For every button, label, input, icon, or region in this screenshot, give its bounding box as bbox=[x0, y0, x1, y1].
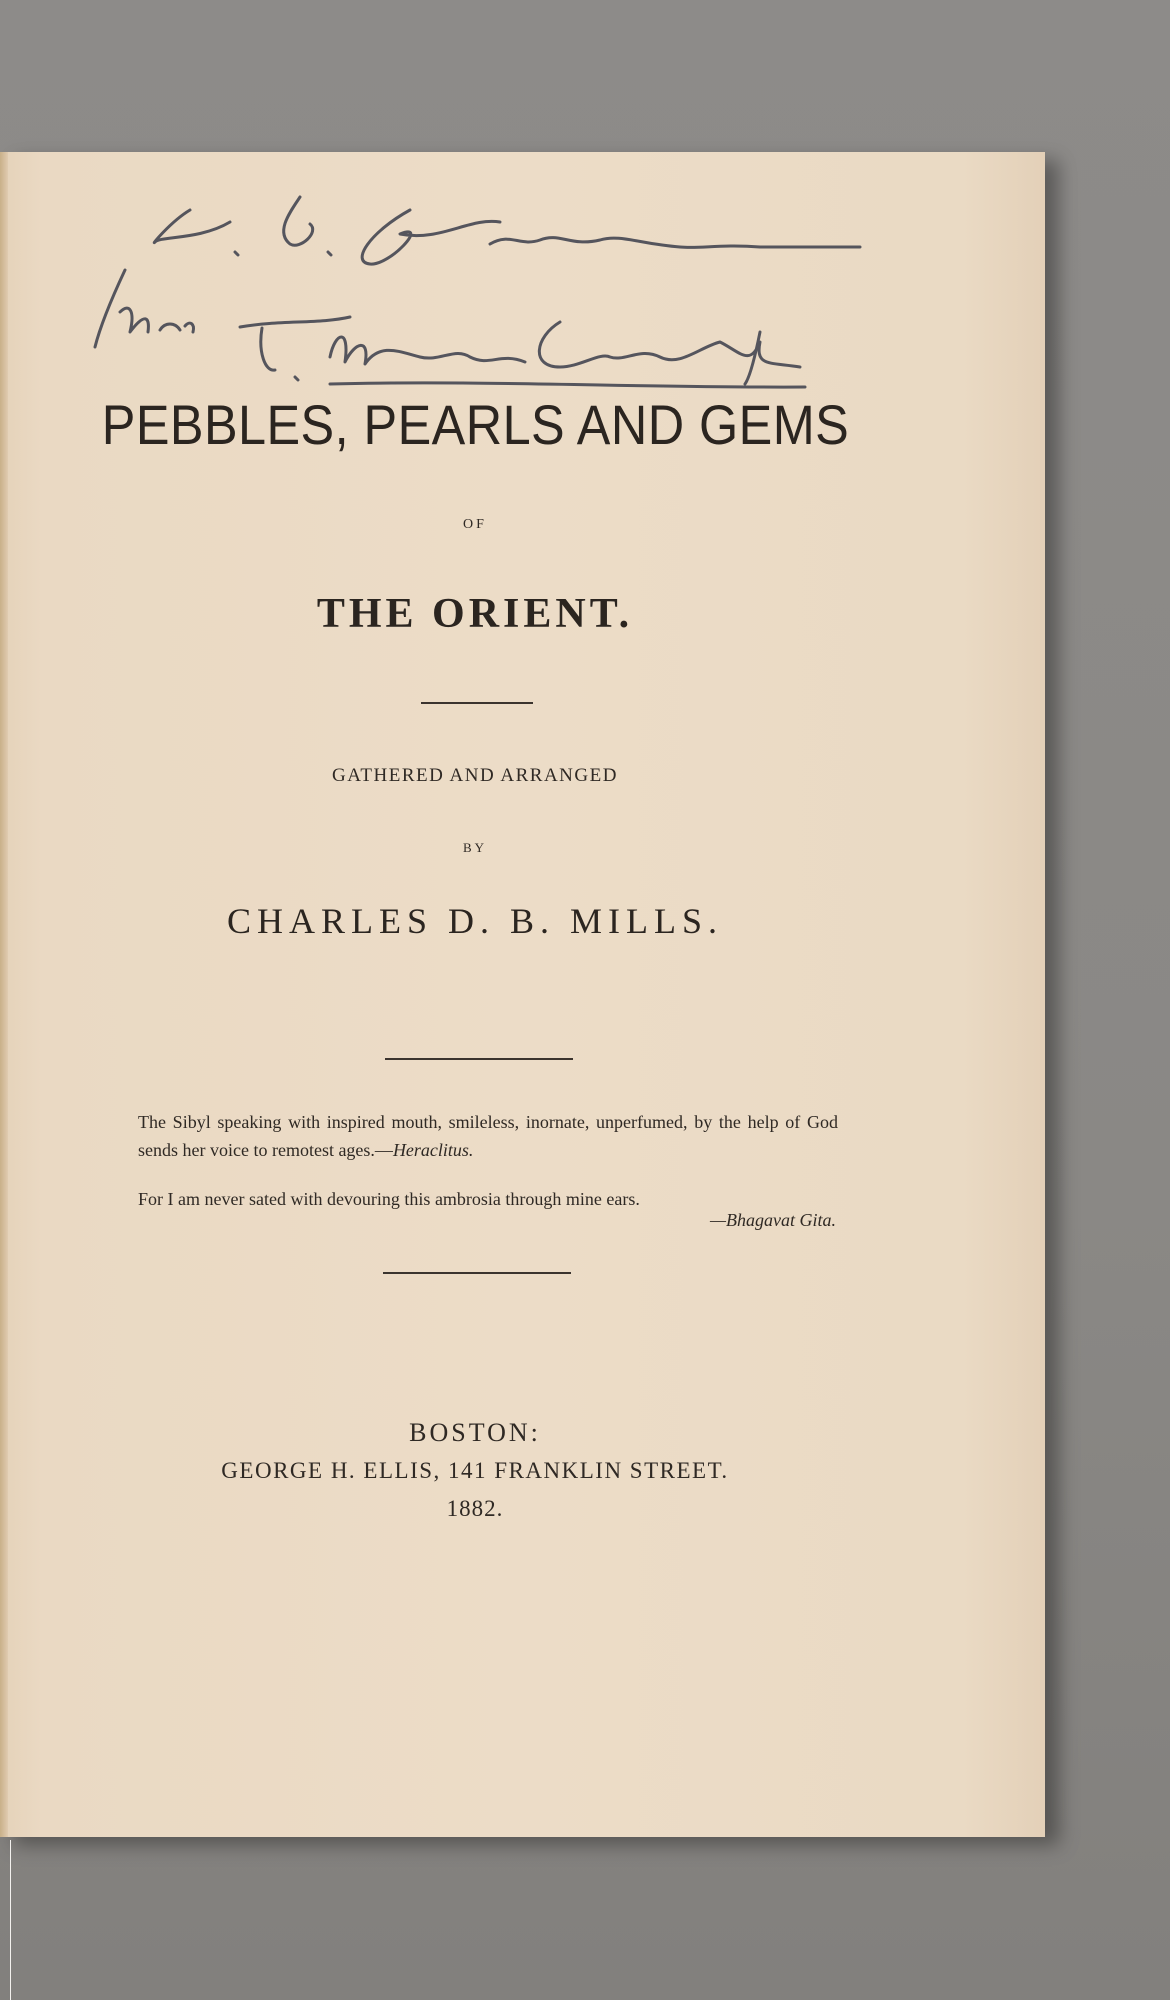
epigraph-source: Heraclitus. bbox=[392, 1140, 474, 1160]
by-line: BY bbox=[462, 840, 488, 855]
book-title: PEBBLES, PEARLS AND GEMS bbox=[101, 393, 850, 456]
title-connector: OF bbox=[463, 517, 487, 532]
divider bbox=[383, 1272, 571, 1274]
epigraph-text: The Sibyl speaking with inspired mouth, smileless, inornate, unperfumed, by the help of God sends her voice to remotest ages.— bbox=[138, 1112, 838, 1160]
publication-year: 1882. bbox=[446, 1496, 504, 1521]
author-name: CHARLES D. B. MILLS. bbox=[226, 901, 724, 941]
epigraph-gita: For I am never sated with devouring this ambrosia through mine ears. bbox=[138, 1189, 640, 1209]
spine-line bbox=[10, 1840, 11, 2000]
divider bbox=[385, 1058, 573, 1060]
epigraph-source: —Bhagavat Gita. bbox=[710, 1210, 836, 1230]
gathered-line: GATHERED AND ARRANGED bbox=[332, 765, 618, 786]
publisher-name: GEORGE H. ELLIS, 141 FRANKLIN STREET. bbox=[221, 1458, 729, 1483]
handwritten-signature bbox=[0, 152, 1045, 572]
book-subtitle: THE ORIENT. bbox=[316, 591, 634, 637]
divider bbox=[421, 702, 533, 704]
epigraph-heraclitus bbox=[138, 1108, 838, 1164]
publisher-city: BOSTON: bbox=[409, 1418, 541, 1447]
